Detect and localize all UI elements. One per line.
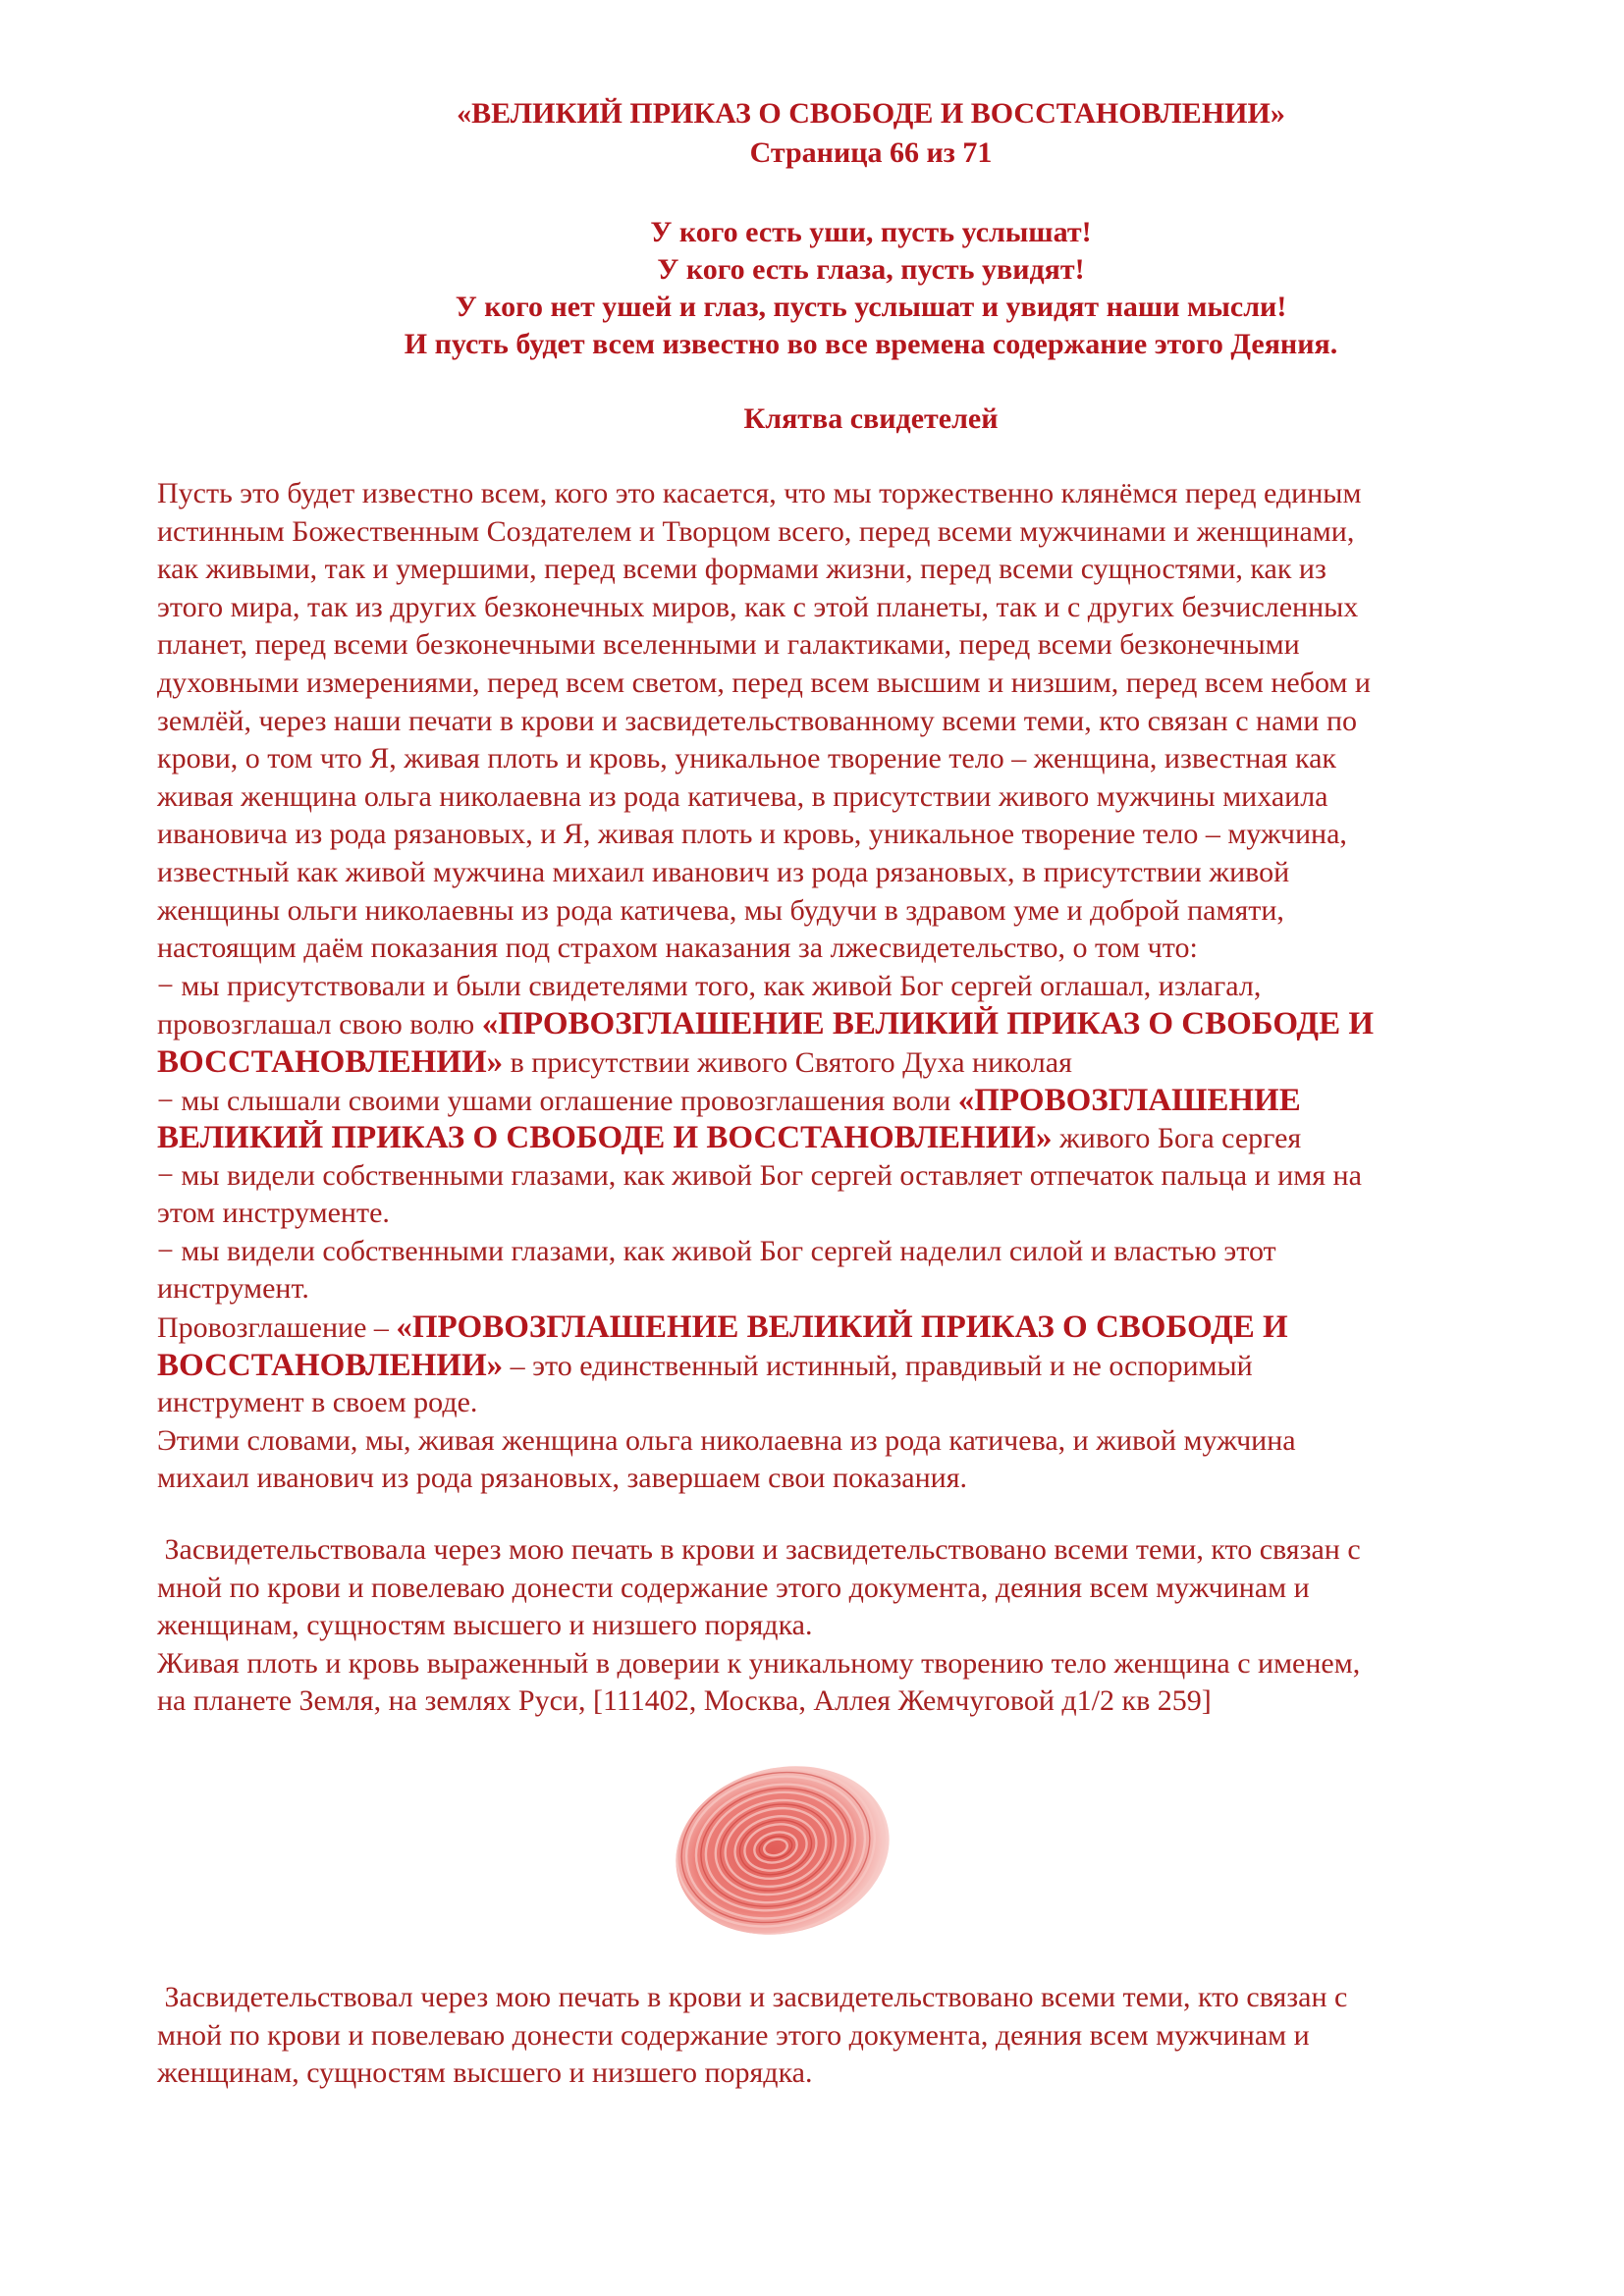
witness-line: мной по крови и повелеваю донести содержание этого документа, деяния всем мужчинам и [157,1571,1310,1604]
oath-line: истинным Божественным Создателем и Творцом всего, перед всеми мужчинами и женщинами, [157,514,1355,548]
proclamation-title-emphasis: «ПРОВОЗГЛАШЕНИЕ ВЕЛИКИЙ ПРИКАЗ О СВОБОДЕ И [481,1006,1375,1042]
oath-text: Провозглашение – [157,1311,397,1345]
proclamation-line: У кого нет ушей и глаз, пусть услышат и увидят наши мысли! [455,291,1287,323]
oath-line: планет, перед всеми безконечными вселенными и галактиками, перед всеми безконечными [157,628,1300,662]
witness-line: на планете Земля, на землях Руси, [111402, Москва, Аллея Жемчуговой д1/2 кв 259] [157,1684,1212,1718]
oath-line [157,1347,1532,1385]
witness-line: Засвидетельствовал через мою печать в крови и засвидетельствовано всеми теми, кто связан с [157,1981,1348,2013]
oath-line: живая женщина ольга николаевна из рода катичева, в присутствии живого мужчины михаила [157,779,1328,813]
proclamation-title-emphasis: ВОССТАНОВЛЕНИИ» [157,1347,504,1383]
oath-line: известный как живой мужчина михаил иванович из рода рязановых, в присутствии живой [157,855,1290,888]
oath-text: – это единственный истинный, правдивый и не оспоримый [503,1349,1253,1382]
oath-line: михаил иванович из рода рязановых, завершаем свои показания. [157,1462,968,1495]
oath-line: ивановича из рода рязановых, и Я, живая плоть и кровь, уникальное творение тело – мужчина, [157,818,1347,851]
oath-line [157,1119,1532,1157]
proclamation-title-emphasis: ВЕЛИКИЙ ПРИКАЗ О СВОБОДЕ И ВОССТАНОВЛЕНИИ» [157,1120,1053,1156]
oath-line: инструмент в своем роде. [157,1386,478,1419]
witness-line: мной по крови и повелеваю донести содержание этого документа, деяния всем мужчинам и [157,2018,1310,2052]
witness-line: женщинам, сущностям высшего и низшего порядка. [157,1609,813,1642]
oath-line: духовными измерениями, перед всем светом, перед всем высшим и низшим, перед всем небом и [157,666,1371,699]
oath-text: в присутствии живого Святого Духа николая [503,1045,1072,1079]
oath-line [157,1005,1532,1043]
oath-body [157,475,1532,1498]
oath-line [157,1308,1532,1347]
proclamation-title-emphasis: «ПРОВОЗГЛАШЕНИЕ [957,1082,1301,1118]
witness-statement-female [157,1531,1532,1721]
witness-statement-male [157,1979,1532,2093]
oath-line: Пусть это будет известно всем, кого это касается, что мы торжественно клянёмся перед единым [157,477,1362,509]
oath-line: − мы присутствовали и были свидетелями того, как живой Бог сергей оглашал, излагал, [157,969,1262,1002]
proclamation-block [0,214,1624,363]
oath-text: живого Бога сергея [1052,1122,1302,1155]
oath-line: настоящим даём показания под страхом наказания за лжесвидетельство, о том что: [157,932,1198,965]
witness-line: женщинам, сущностям высшего и низшего порядка. [157,2056,813,2090]
oath-line: инструмент. [157,1272,309,1306]
oath-line: − мы видели собственными глазами, как живой Бог сергей наделил силой и властью этот [157,1234,1276,1267]
proclamation-title-emphasis: «ПРОВОЗГЛАШЕНИЕ ВЕЛИКИЙ ПРИКАЗ О СВОБОДЕ И [396,1309,1288,1346]
oath-heading: Клятва свидетелей [743,402,999,435]
witness-line: Живая плоть и кровь выраженный в доверии к уникальному творению тело женщина с именем, [157,1646,1361,1680]
proclamation-line: У кого есть уши, пусть услышат! [650,216,1092,248]
proclamation-line: У кого есть глаза, пусть увидят! [657,253,1085,286]
oath-line: − мы видели собственными глазами, как живой Бог сергей оставляет отпечаток пальца и имя на [157,1158,1362,1192]
oath-text: − мы слышали своими ушами оглашение провозглашения воли [157,1084,958,1117]
proclamation-title-emphasis: ВОССТАНОВЛЕНИИ» [157,1043,504,1080]
oath-text: провозглашал свою волю [157,1008,482,1041]
document-title: «ВЕЛИКИЙ ПРИКАЗ О СВОБОДЕ И ВОССТАНОВЛЕНИИ» [457,97,1285,130]
oath-line: как живыми, так и умершими, перед всеми формами жизни, перед всеми сущностями, как из [157,553,1326,586]
document-header [0,94,1624,173]
page-number: Страница 66 из 71 [749,136,993,169]
proclamation-line: И пусть будет всем известно во все времена содержание этого Деяния. [404,328,1338,360]
oath-line [157,1082,1532,1120]
fingerprint-icon [660,1757,905,1944]
witness-line: Засвидетельствовала через мою печать в крови и засвидетельствовано всеми теми, кто связан с [157,1533,1361,1566]
oath-line: Этими словами, мы, живая женщина ольга николаевна из рода катичева, и живой мужчина [157,1423,1296,1457]
oath-line [157,1043,1532,1082]
oath-line: крови, о том что Я, живая плоть и кровь, уникальное творение тело – женщина, известная как [157,742,1336,775]
oath-line: женщины ольги николаевны из рода катичева, мы будучи в здравом уме и доброй памяти, [157,893,1284,927]
oath-line: землёй, через наши печати в крови и засвидетельствованному всеми теми, кто связан с нами по [157,704,1358,737]
oath-line: этого мира, так из других безконечных миров, как с этой планеты, так и с других безчисленных [157,590,1359,623]
oath-line: этом инструменте. [157,1197,390,1230]
